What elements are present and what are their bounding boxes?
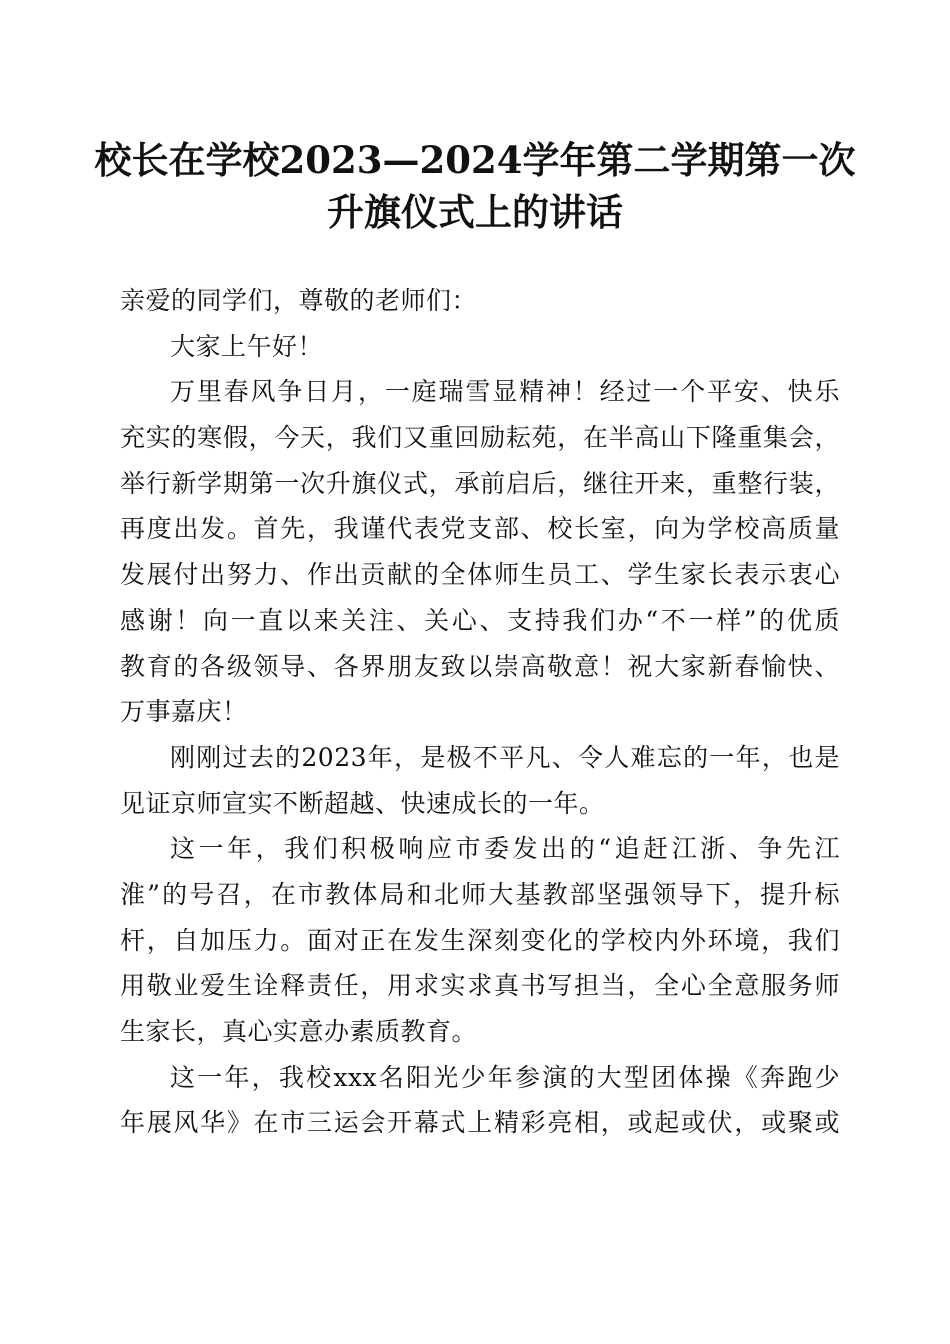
text-line: 用敬业爱生诠释责任，用求实求真书写担当，全心全意服务师 [120, 971, 840, 1001]
text-line: 万里春风争日月，一庭瑞雪显精神！经过一个平安、快乐 [170, 377, 840, 407]
paragraph [120, 369, 840, 735]
paragraph-salutation [120, 278, 840, 324]
paragraph [120, 1055, 840, 1146]
text-line: 举行新学期第一次升旗仪式，承前启后，继往开来，重整行装， [120, 468, 840, 498]
text-line: 生家长，真心实意办素质教育。 [120, 1017, 478, 1046]
text-line: 这一年，我校xxx名阳光少年参演的大型团体操《奔跑少 [170, 1062, 840, 1092]
text-line: 充实的寒假，今天，我们又重回励耘苑，在半高山下隆重集会， [120, 423, 840, 453]
title-line-2: 升旗仪式上的讲话 [327, 190, 623, 234]
text-line: 感谢！向一直以来关注、关心、支持我们办“不一样”的优质 [120, 605, 840, 635]
document-body [120, 278, 840, 1146]
text-line: 年展风华》在市三运会开幕式上精彩亮相，或起或伏，或聚或 [120, 1108, 840, 1138]
text-line: 亲爱的同学们，尊敬的老师们： [120, 286, 478, 315]
text-line: 这一年，我们积极响应市委发出的“追赶江浙、争先江 [170, 834, 840, 864]
text-line: 再度出发。首先，我谨代表党支部、校长室，向为学校高质量 [120, 514, 840, 544]
paragraph [120, 826, 840, 1054]
text-line: 见证京师宣实不断超越、快速成长的一年。 [120, 788, 605, 818]
paragraph-greeting [120, 324, 840, 370]
document-title [60, 134, 890, 238]
text-line: 杆，自加压力。面对正在发生深刻变化的学校内外环境，我们 [120, 925, 840, 955]
text-line: 万事嘉庆！ [120, 697, 248, 727]
text-line: 淮”的号召，在市教体局和北师大基教部坚强领导下，提升标 [120, 879, 840, 909]
text-line: 发展付出努力、作出贡献的全体师生员工、学生家长表示衷心 [120, 560, 840, 590]
text-line: 大家上午好！ [170, 331, 324, 361]
paragraph [120, 735, 840, 826]
text-line: 教育的各级领导、各界朋友致以崇高敬意！祝大家新春愉快、 [120, 651, 840, 681]
text-line: 刚刚过去的2023年，是极不平凡、令人难忘的一年，也是 [170, 742, 840, 772]
title-line-1: 校长在学校2023—2024学年第二学期第一次 [94, 138, 856, 182]
